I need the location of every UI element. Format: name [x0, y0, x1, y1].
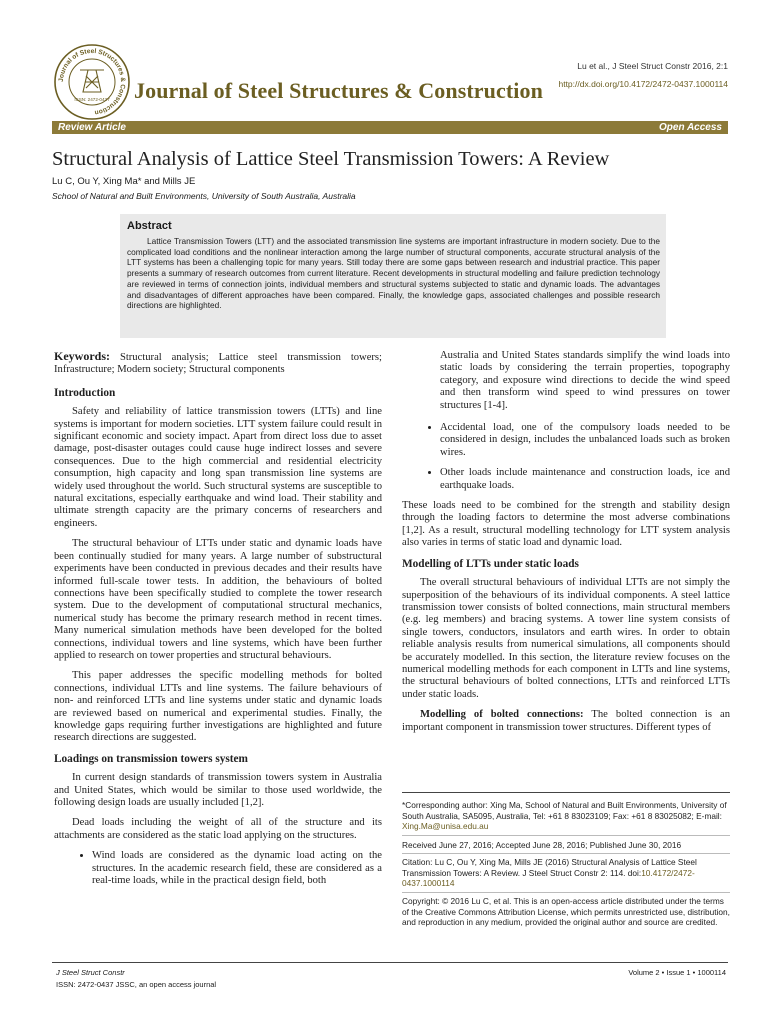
bolted-connections-label: Modelling of bolted connections: — [420, 709, 584, 721]
list-item-other: • Other loads include maintenance and construction loads, ice and earthquake loads. — [440, 467, 730, 492]
copyright — [402, 896, 730, 928]
keywords-text: Structural analysis; Lattice steel transmission towers; Infrastructure; Modern society; Structural components — [54, 352, 382, 376]
citation-footnote — [402, 857, 730, 889]
footer-left — [56, 967, 216, 991]
journal-logo — [52, 42, 132, 122]
right-column — [402, 350, 730, 742]
footnote-rule — [402, 792, 730, 793]
intro-paragraph-2: The structural behaviour of LTTs under static and dynamic loads have been continually studied for many years. A large number of substructural experiments have been conducted in previous decades and their results have informed full-scale tower tests. In addition, the behaviours of bolted connections have been specifically studied to complete the tower research system. Due to the development of computational structural mechanics, numerical study has become the primary research method in recent times. Many numerical simulation methods have been developed for the bolted connections, individual towers and line systems, which have been further applied to research on tower properties and structural behaviours. — [54, 538, 382, 661]
steel-structure-icon — [80, 70, 104, 92]
loadings-paragraph-1: In current design standards of transmission towers system in Australia and United States, which would be similar to those used worldwide, the following design loads are usually included [1,2]. — [54, 772, 382, 808]
email-link[interactable]: Xing.Ma@unisa.edu.au — [402, 821, 489, 832]
citation-block — [558, 57, 728, 93]
citation-text: Lu C, Ou Y, Xing Ma, Mills JE (2016) Structural Analysis of Lattice Steel Transmission Towers: A Review. J Steel Struct Constr 2: 114. doi: — [402, 857, 697, 878]
copyright-text: © 2016 Lu C, et al. This is an open-access article distributed under the terms of the Creative Commons Attribution License, which permits unrestricted use, distribution, and reproduction in any medium, provided the original author and source are credited. — [402, 896, 730, 928]
footer-journal: J Steel Struct Constr — [56, 968, 125, 977]
introduction-heading: Introduction — [54, 386, 116, 399]
left-column — [54, 350, 382, 895]
article-type-band — [52, 121, 728, 134]
combination-paragraph: These loads need to be combined for the strength and stability design through the loading factors to determine the most adverse combinations [1,2]. As a result, structural modelling technology for LTT system analysis also varies in terms of static load and dynamic load. — [402, 500, 730, 549]
bolted-connections-paragraph — [402, 709, 730, 734]
static-loads-paragraph: The overall structural behaviours of individual LTTs are not simply the superposition of the behaviours of its individual components. A steel lattice transmission tower consists of bolted connections, main structural members (e.g. leg members) and bracing systems. A tower line system consists of single towers, conductors, insulators and earth wires. In order to obtain reliable analysis results from numerical simulations, all components should be accurately modelled. In this section, the literature review focuses on the numerical modelling methods for each component in LTTs and line systems, the structural behaviours of bolted connections, LTTs and reinforced LTTs under static loads. — [402, 577, 730, 700]
affiliation: School of Natural and Built Environments, University of South Australia, Australia — [52, 191, 356, 201]
loadings-heading: Loadings on transmission towers system — [54, 752, 248, 765]
authors: Lu C, Ou Y, Xing Ma* and Mills JE — [52, 176, 196, 187]
footer-rule — [52, 962, 728, 963]
keywords-label: Keywords: — [54, 349, 110, 363]
static-loads-heading: Modelling of LTTs under static loads — [402, 557, 579, 570]
bolted-connections-text: The bolted connection is an important component in transmission tower structures. Different types of — [402, 709, 730, 733]
load-list — [54, 850, 382, 887]
received-dates: Received June 27, 2016; Accepted June 28, 2016; Published June 30, 2016 — [402, 840, 682, 850]
logo-issn: ISSN: 2472-0437 — [74, 97, 110, 102]
list-item-wind-continued: Australia and United States standards simplify the wind loads into static loads by considering the terrain properties, topography category, and exposure wind directions to decide the wind speed and then transform wind speed to wind pressures on tower structures [1-4]. — [440, 350, 730, 411]
list-item-accidental: • Accidental load, one of the compulsory loads needed to be considered in design, includes the unbalanced loads such as broken wires. — [440, 422, 730, 459]
open-access-label: Open Access — [659, 122, 722, 133]
footnote-divider — [402, 835, 730, 836]
intro-paragraph-3: This paper addresses the specific modelling methods for bolted connections, individual LTTs and line systems. The failure behaviours of non- and reinforced LTTs and line systems under static and dynamic loads are reviewed based on numerical and experimental studies. Finally, the knowledge gaps requiring further investigations are highlighted and future research directions are suggested. — [54, 670, 382, 744]
load-list-continued — [402, 350, 730, 412]
citation-label: Citation: — [402, 857, 433, 867]
abstract-text: Lattice Transmission Towers (LTT) and the associated transmission line systems are important infrastructure in modern society. Due to the complicated load conditions and the nonlinear interaction among the large number of structural components, accurate structural analysis of the LTT systems has been a challenging topic for many years. Still today there are some gaps between research and industrial practice. This paper presents a summary of research outcomes from current literature. Recent developments in structural modelling and failure prediction technology are reviewed in terms of connection joints, individual members and structural systems subjected to static and dynamic loads. The advantages and disadvantages of different approaches have been compared. Finally, the knowledge gaps, associated challenges and possible research directions are highlighted. — [127, 236, 660, 311]
doi-link[interactable]: http://dx.doi.org/10.4172/2472-0437.1000114 — [558, 79, 728, 89]
journal-title: Journal of Steel Structures & Construction — [134, 78, 543, 103]
footnote-divider — [402, 892, 730, 893]
footer-volume: Volume 2 • Issue 1 • 1000114 — [628, 968, 726, 977]
load-list-2 — [402, 422, 730, 492]
list-item-wind: • Wind loads are considered as the dynamic load acting on the structures. In the academic research field, these are considered as a real-time loads, while in the practical design field, both — [92, 850, 382, 887]
footnote-divider — [402, 853, 730, 854]
intro-paragraph-1: Safety and reliability of lattice transmission towers (LTTs) and line systems is important for modern societies. LTT system failure could result in significant economic and society impact. Apart from direct loss due to asset damage, post-disaster outages could cause huge indirect losses and severe consequences. Due to the high commercial and residential electricity consumption, high capacity and long span transmission line systems are widely used throughout the world. Such structural systems are susceptible to natural excitations, especially earthquake and wind load. Their stability and ultimate strength capacity are the primary concerns of researchers and engineers. — [54, 406, 382, 529]
footer-issn: ISSN: 2472-0437 JSSC, an open access journal — [56, 980, 217, 989]
corresponding-text: Xing Ma, School of Natural and Built Environments, University of South Australia, SA5095, Australia, Tel: +61 8 83023109; Fax: +61 8 83025082; E-mail: — [402, 800, 727, 821]
article-type-label: Review Article — [58, 122, 126, 133]
loadings-paragraph-2: Dead loads including the weight of all of the structure and its attachments are considered as the static load applying on the structures. — [54, 817, 382, 841]
copyright-label: Copyright: — [402, 896, 440, 906]
article-title: Structural Analysis of Lattice Steel Transmission Towers: A Review — [52, 148, 610, 170]
corresponding-author — [402, 800, 730, 832]
citation-short: Lu et al., J Steel Struct Constr 2016, 2:1 — [577, 61, 728, 71]
keywords — [54, 350, 382, 377]
logo-ring-text: Journal of Steel Structures & Construction — [57, 47, 127, 116]
citation-doi-link[interactable]: 10.4172/2472-0437.1000114 — [402, 867, 695, 889]
abstract-heading: Abstract — [127, 220, 172, 232]
abstract-box — [120, 214, 666, 338]
corresponding-label: *Corresponding author: — [402, 800, 488, 810]
